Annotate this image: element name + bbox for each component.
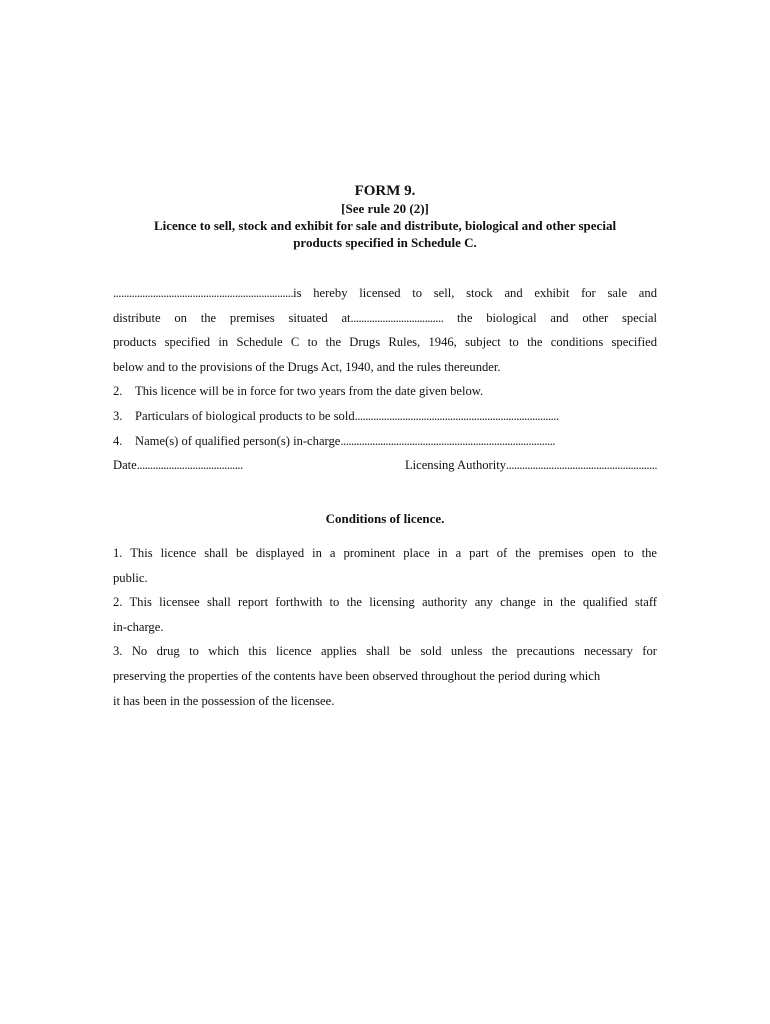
licensing-authority-field	[405, 453, 657, 478]
form-header	[0, 183, 770, 251]
item-3-number: 3.	[113, 408, 123, 423]
body-line-3: products specified in Schedule C to the Drugs Rules, 1946, subject to the conditions specified	[113, 335, 657, 350]
licensing-authority-blank: .........................................................	[506, 458, 657, 473]
body-line-2-text-end: the biological and other special	[457, 310, 657, 325]
item-2	[113, 379, 657, 404]
condition-1-line-1: 1. This licence shall be displayed in a prominent place in a part of the premises open to the	[113, 546, 657, 560]
premises-address-blank: ...................................	[350, 310, 444, 325]
item-2-number: 2.	[113, 384, 123, 399]
date-blank: ........................................	[136, 458, 243, 473]
licence-title-line-1: Licence to sell, stock and exhibit for sale and distribute, biological and other special	[153, 218, 617, 233]
signature-row	[113, 453, 657, 478]
licensing-authority-label: Licensing Authority	[404, 458, 507, 473]
date-label: Date	[113, 458, 137, 473]
item-3	[113, 404, 657, 429]
body-line-1-text: is hereby licensed to sell, stock and exhibit for sale and	[293, 286, 657, 300]
conditions-list	[113, 541, 657, 713]
condition-3-line-3: it has been in the possession of the licensee.	[113, 693, 335, 708]
condition-1-line-2: public.	[113, 570, 148, 585]
rule-reference: [See rule 20 (2)]	[341, 201, 429, 216]
body-line-4: below and to the provisions of the Drugs Act, 1940, and the rules thereunder.	[113, 359, 501, 374]
body-line-1	[113, 281, 657, 306]
item-4	[113, 429, 657, 454]
item-4-text: Name(s) of qualified person(s) in-charge	[135, 433, 341, 448]
body-line-2-text: distribute on the premises situated at	[113, 310, 351, 325]
licence-title-line-2: products specified in Schedule C.	[293, 235, 477, 250]
condition-2-line-2: in-charge.	[113, 619, 164, 634]
licensee-name-blank: ....................................................................	[113, 286, 294, 300]
condition-3-line-1: 3. No drug to which this licence applies shall be sold unless the precautions necessary for	[113, 644, 657, 659]
conditions-heading: Conditions of licence.	[325, 511, 445, 526]
date-field	[113, 453, 243, 478]
form-title: FORM 9.	[354, 183, 416, 199]
item-2-text: This licence will be in force for two years from the date given below.	[135, 384, 484, 399]
licence-body	[113, 281, 657, 478]
condition-2-line-1: 2. This licensee shall report forthwith to the licensing authority any change in the qualified staff	[113, 595, 657, 610]
qualified-person-blank: .................................................................................	[340, 433, 555, 448]
body-line-2	[113, 306, 657, 331]
biological-products-blank: .............................................................................	[354, 408, 559, 423]
item-4-number: 4.	[113, 433, 123, 448]
item-3-text: Particulars of biological products to be sold	[135, 408, 355, 423]
condition-3-line-2: preserving the properties of the contents have been observed throughout the period during which	[113, 668, 601, 683]
